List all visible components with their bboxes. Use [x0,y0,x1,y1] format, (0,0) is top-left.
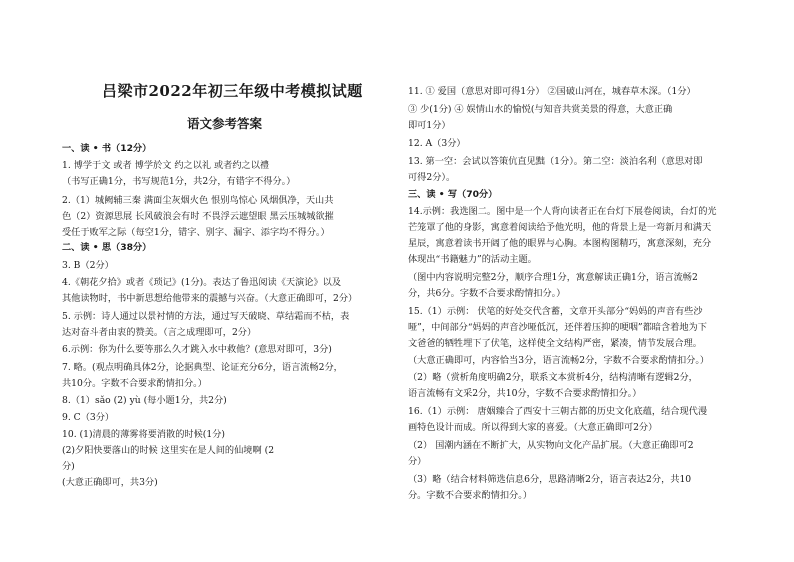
answer-line: 5. 示例：诗人通过以景衬情的方法，通过写天破晓、草结霜而不枯，表 [62,311,350,322]
answer-line: 4.《朝花夕拾》或者《琐记》(1分)。表达了鲁迅阅读《天演论》以及 [62,277,342,288]
answer-line: (大意正确即可，共3分) [62,477,158,488]
answer-line: 9. C（3分） [62,412,115,423]
answer-line: (2)夕阳快要落山的时候 这里实在是人间的仙境啊 (2 [62,445,275,456]
answer-line: 即可1分） [408,120,451,131]
answer-line: 色（2）资源思展 长风破浪会有时 不畏浮云遮望眼 黑云压城城欲摧 [62,211,334,222]
answer-line: 13. 第一空：会试以答策伉直见黜（1分）。第二空：淡泊名利（意思对即 [408,156,703,167]
answer-line: 星辰，寓意着读书开阔了他的眼界与心胸。本图构图精巧，寓意深刻，充分 [408,238,712,249]
answer-line: 3. B（2分） [62,260,114,271]
answer-line: 8.（1）sǎo (2) yù (每小题1分，共2分) [62,395,227,406]
answer-line: 语言流畅有文采2分，共10分，字数不合要求酌情扣分。） [408,388,642,399]
document-title: 吕梁市2022年初三年级中考模拟试题 [102,82,363,100]
answer-line: 12. A（3分） [408,138,466,149]
answer-line: （2）略（赏析角度明确2分，联系文本赏析4分，结构清晰有逻辑2分， [408,372,698,383]
answer-line: 分) [62,461,75,472]
answer-line: 受任于败军之际（每空1分，错字、别字、漏字、添字均不得分。） [62,227,330,238]
section-heading: 三、读 • 写（70分） [408,189,498,200]
answer-line: 10. (1)清晨的薄雾将要消散的时候(1分) [62,429,225,440]
answer-line: 1. 博学于文 或者 博学於文 约之以礼 或者约之以禮 [62,160,270,171]
answer-line: 画特色设计而成。所以得到大家的喜爱。（大意正确即可2分） [408,422,658,433]
answer-line: （大意正确即可，内容恰当3分，语言流畅2分，字数不合要求酌情扣分。） [408,355,710,366]
answer-line: 15.（1）示例： 伏笔的好处交代含蓄，文章开头部分“妈妈的声音有些沙 [408,306,703,317]
answer-line: ③ 少(1分) ④ 娱情山水的愉悦(与知音共赏美景的得意，大意正确 [408,104,673,115]
answer-line: （图中内容说明完整2分，顺序合理1分，寓意解读正确1分，语言流畅2 [408,272,698,283]
answer-line: 可得2分）。 [408,172,456,183]
answer-line: 7. 略。(观点明确具体2分，论据典型、论证充分6分，语言流畅2分， [62,362,343,373]
answer-line: 11. ① 爱国（意思对即可得1分） ②国破山河在，城春草木深。（1分） [408,86,696,97]
answer-line: 分。字数不合要求酌情扣分。） [408,490,533,501]
section-heading: 一、读 • 书（12分） [62,143,152,154]
document-subtitle: 语文参考答案 [187,116,263,131]
answer-line: 14.示例：我选图二。图中是一个人背向读者正在台灯下展卷阅读，台灯的光 [408,206,717,217]
answer-line: 分） [408,456,427,467]
answer-line: 达对奋斗者由衷的赞美。（言之成理即可，2分） [62,327,257,338]
answer-line: 分，共6分。字数不合要求酌情扣分。） [408,288,566,299]
answer-line: （2） 国潮内涵在不断扩大，从实物向文化产品扩展。（大意正确即可2 [408,440,694,451]
answer-line: 2.（1）城阙辅三秦 满面尘灰烟火色 恨别鸟惊心 风烟俱净，天山共 [62,195,334,206]
answer-line: 文爸爸的牺牲埋下了伏笔，这样使全文结构严密，紧凑，情节发展合理。 [408,338,702,349]
answer-line: 共10分。字数不合要求酌情扣分。） [62,378,207,389]
answer-line: 体现出“书籍魅力”的活动主题。 [408,254,537,265]
answer-line: （书写正确1分，书写规范1分，共2分，有错字不得分。） [62,176,296,187]
answer-line: 哑”，中间部分“妈妈的声音沙哑低沉，还伴着压抑的哽咽”都暗含着地为下 [408,322,707,333]
answer-line: 其他读物时，书中新思想给他带来的震撼与兴奋。（大意正确即可，2分） [62,293,358,304]
answer-line: 6.示例：你为什么要等那么久才跳入水中救他？(意思对即可，3分) [62,344,332,355]
section-heading: 二、读 • 思（38分） [62,242,152,253]
answer-line: 16.（1）示例： 唐姻臻合了西安十三朝古都的历史文化底蕴，结合现代漫 [408,406,708,417]
answer-line: （3）略（结合材料筛选信息6分，思路清晰2分，语言表达2分，共10 [408,474,692,485]
answer-line: 芒笼罩了他的身影，寓意着阅读给予他光明，他的背景上是一弯新月和满天 [408,222,712,233]
